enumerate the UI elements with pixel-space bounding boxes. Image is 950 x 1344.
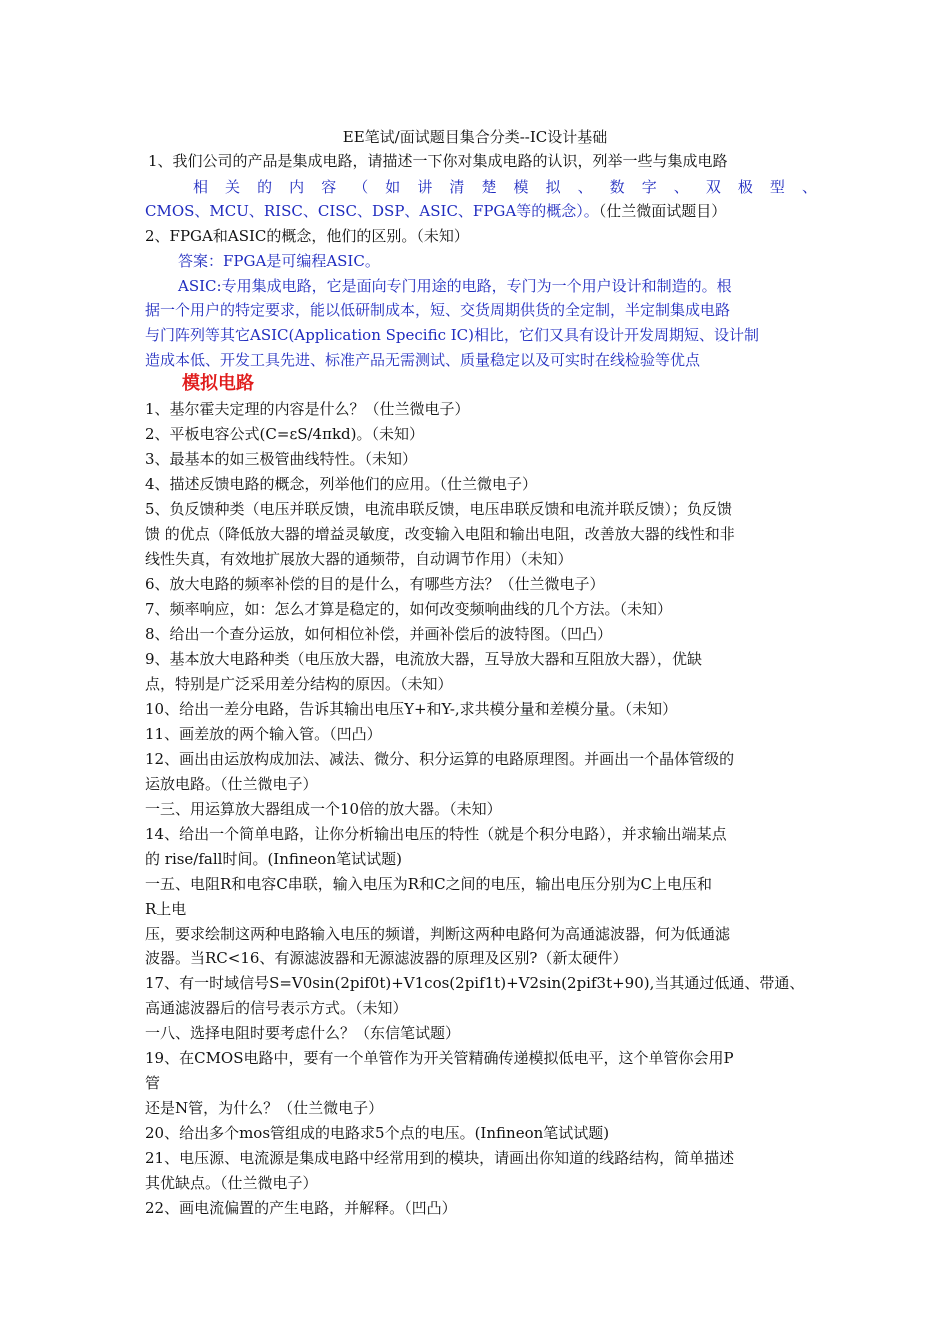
q1-line-1: 1、我们公司的产品是集成电路，请描述一下你对集成电路的认识，列举一些与集成电路 [148,152,728,170]
analog-line: 10、给出一差分电路，告诉其输出电压Y+和Y-,求共模分量和差模分量。（未知） [145,700,678,718]
analog-line: 17、有一时域信号S=V0sin(2pif0t)+V1cos(2pif1t)+V2sin(2pif3t+90),当其通过低通、带通、 [145,974,805,992]
analog-line: 2、平板电容公式(C=εS/4πkd)。（未知） [145,425,424,443]
analog-line: 5、负反馈种类（电压并联反馈，电流串联反馈，电压串联反馈和电流并联反馈）；负反馈 [145,500,733,518]
analog-line: 8、给出一个查分运放，如何相位补偿，并画补偿后的波特图。（凹凸） [145,625,613,643]
analog-line: 11、画差放的两个输入管。（凹凸） [145,725,382,743]
q2-answer-line-1: ASIC:专用集成电路，它是面向专门用途的电路，专门为一个用户设计和制造的。根 [178,277,732,295]
q1-line-2: 相 关 的 内 容 （ 如 讲 清 楚 模 拟 、 数 字 、 双 极 型 、 [193,178,817,196]
q2-answer-line-4: 造成本低、开发工具先进、标准产品无需测试、质量稳定以及可实时在线检验等优点 [145,351,701,369]
analog-line: 19、在CMOS电路中，要有一个单管作为开关管精确传递模拟低电平，这个单管你会用P [145,1049,734,1067]
analog-line: 22、画电流偏置的产生电路，并解释。（凹凸） [145,1199,457,1217]
analog-line: 点，特别是广泛采用差分结构的原因。（未知） [145,675,453,693]
analog-line: 运放电路。（仕兰微电子） [145,775,318,793]
q2-answer-line-3: 与门阵列等其它ASIC(Application Specific IC)相比，它们又具有设计开发周期短、设计制 [145,326,760,344]
analog-line: 12、画出由运放构成加法、减法、微分、积分运算的电路原理图。并画出一个晶体管级的 [145,750,735,768]
q2-answer-intro: 答案：FPGA是可编程ASIC。 [178,252,380,270]
q1-line-3-concepts: CMOS、MCU、RISC、CISC、DSP、ASIC、FPGA等的概念）。 [145,202,599,220]
analog-line: 波器。当RC<16、有源滤波器和无源滤波器的原理及区别?（新太硬件） [145,949,628,967]
q2-answer-line-2: 据一个用户的特定要求，能以低研制成本，短、交货周期供货的全定制，半定制集成电路 [145,301,731,319]
analog-line: 1、基尔霍夫定理的内容是什么？（仕兰微电子） [145,400,470,418]
analog-line: 一八、选择电阻时要考虑什么？（东信笔试题） [145,1024,461,1042]
analog-line: 馈 的优点（降低放大器的增益灵敏度，改变输入电阻和输出电阻，改善放大器的线性和非 [145,525,735,543]
page-title: EE笔试/面试题目集合分类--IC设计基础 [342,128,608,146]
analog-line: 20、给出多个mos管组成的电路求5个点的电压。(Infineon笔试试题) [145,1124,610,1142]
analog-line: 其优缺点。（仕兰微电子） [145,1174,318,1192]
analog-line: 14、给出一个简单电路，让你分析输出电压的特性（就是个积分电路），并求输出端某点 [145,825,727,843]
analog-line: 3、最基本的如三极管曲线特性。（未知） [145,450,418,468]
q1-line-3 [145,199,726,223]
q1-line-3-source: （仕兰微面试题目） [598,202,727,220]
analog-line: 管 [145,1074,161,1092]
analog-line: 9、基本放大电路种类（电压放大器，电流放大器，互导放大器和互阻放大器），优缺 [145,650,703,668]
analog-line: 4、描述反馈电路的概念，列举他们的应用。（仕兰微电子） [145,475,538,493]
analog-line: 6、放大电路的频率补偿的目的是什么，有哪些方法？（仕兰微电子） [145,575,605,593]
analog-line: 一三、用运算放大器组成一个10倍的放大器。（未知） [145,800,502,818]
analog-line: R上电 [145,900,187,918]
analog-line: 7、频率响应，如：怎么才算是稳定的，如何改变频响曲线的几个方法。（未知） [145,600,673,618]
analog-line: 的 rise/fall时间。(Infineon笔试试题) [145,850,402,868]
analog-line: 压，要求绘制这两种电路输入电压的频谱，判断这两种电路何为高通滤波器，何为低通滤 [145,925,731,943]
analog-line: 一五、电阻R和电容C串联，输入电压为R和C之间的电压，输出电压分别为C上电压和 [145,875,713,893]
analog-line: 21、电压源、电流源是集成电路中经常用到的模块，请画出你知道的线路结构，简单描述 [145,1149,735,1167]
analog-line: 线性失真，有效地扩展放大器的通频带，自动调节作用）（未知） [145,550,573,568]
q2-question: 2、FPGA和ASIC的概念，他们的区别。（未知） [145,227,469,245]
analog-line: 高通滤波器后的信号表示方式。（未知） [145,999,408,1017]
section-heading-analog: 模拟电路 [182,373,254,394]
analog-line: 还是N管，为什么？（仕兰微电子） [145,1099,384,1117]
